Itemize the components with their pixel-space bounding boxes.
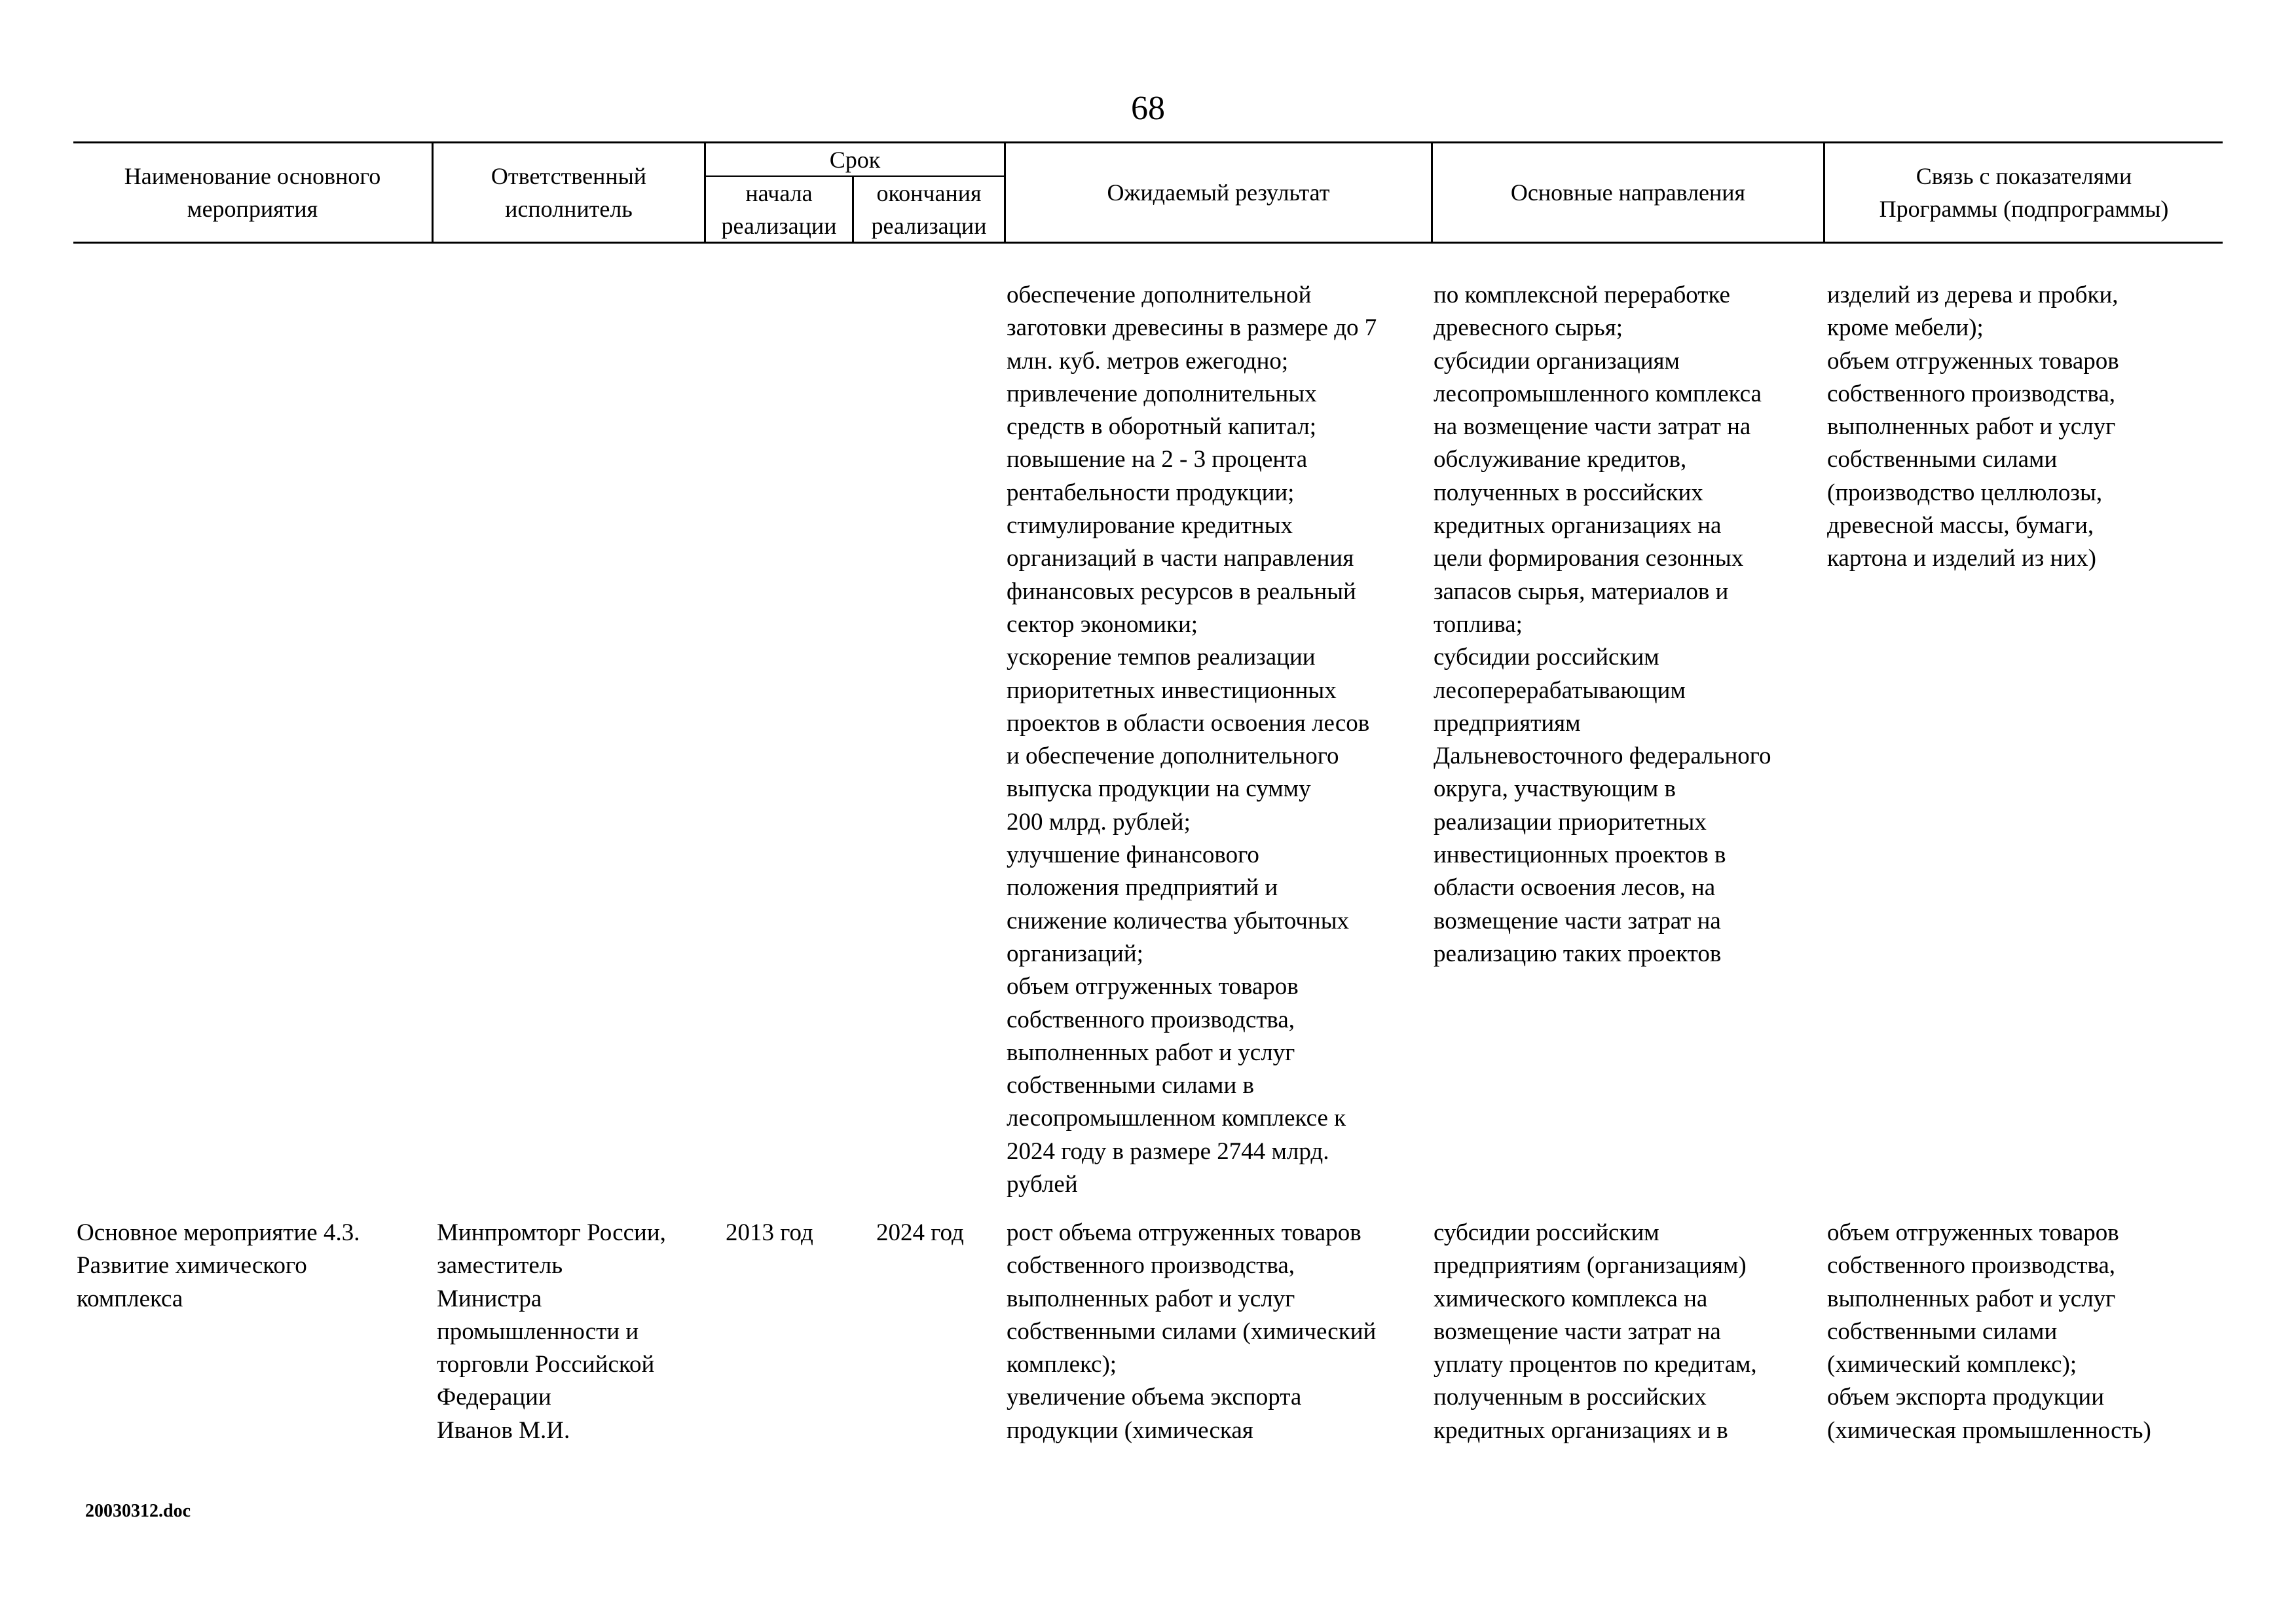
row1-indicators: изделий из дерева и пробки, кроме мебели); объем отгруженных товаров собственного производства, выполненных работ и услуг собственными силами (производство целлюлозы, древесной массы, бумаги, картона и изделий из них) [1827,282,2119,572]
header-end: окончания реализации [871,179,987,239]
row2-name: Основное мероприятие 4.3. Развитие химического комплекса [77,1219,360,1312]
header-executor: Ответственный исполнитель [491,163,647,222]
row2-start: 2013 год [726,1219,813,1246]
row1-directions: по комплексной переработке древесного сырья; субсидии организациям лесопромышленного комплекса на возмещение части затрат на обслуживание кредитов, полученных в российских кредитных организациях на цели формирования сезонных запасов сырья, материалов и топлива; субсидии российским лесоперерабатывающим предприятиям Дальневосточного федерального округа, участвующим в реализации приоритетных инвестиционных проектов в области освоения лесов, на возмещение части затрат на реализацию таких проектов [1434,282,1771,967]
row1-result: обеспечение дополнительной заготовки древесины в размере до 7 млн. куб. метров ежегодно; привлечение дополнительных средств в оборотный капитал; повышение на 2 - 3 процента рентабельности продукции; стимулирование кредитных организаций в части направления финансовых ресурсов в реальный сектор экономики; ускорение темпов реализации приоритетных инвестиционных проектов в области освоения лесов и обеспечение дополнительного выпуска продукции на сумму 200 млрд. рублей; улучшение финансового положения предприятий и снижение количества убыточных организаций; объем отгруженных товаров собственного производства, выполненных работ и услуг собственными силами в лесопромышленном комплексе к 2024 году в размере 2744 млрд. рублей [1007,282,1377,1198]
page-number: 68 [1131,90,1165,127]
header-start: начала реализации [721,179,837,239]
document-filename: 20030312.doc [85,1501,191,1521]
row2-indicators: объем отгруженных товаров собственного производства, выполненных работ и услуг собственными силами (химический комплекс); объем экспорта продукции (химическая промышленность) [1827,1219,2151,1444]
row2-directions: субсидии российским предприятиям (организациям) химического комплекса на возмещение части затрат на уплату процентов по кредитам, полученным в российских кредитных организациях и в [1434,1219,1757,1444]
header-bottom-border [73,242,2223,244]
header-indicators: Связь с показателями Программы (подпрограммы) [1879,163,2169,222]
header-result: Ожидаемый результат [1107,179,1330,206]
row2-result: рост объема отгруженных товаров собственного производства, выполненных работ и услуг собственными силами (химический комплекс); увеличение объема экспорта продукции (химическая [1007,1219,1377,1444]
header-directions: Основные направления [1510,179,1746,206]
header-name: Наименование основного мероприятия [124,163,381,222]
header-term: Срок [829,146,881,173]
row2-executor: Минпромторг России, заместитель Министра промышленности и торговли Российской Федерации Иванов М.И. [437,1219,666,1444]
row2-end: 2024 год [876,1219,964,1246]
